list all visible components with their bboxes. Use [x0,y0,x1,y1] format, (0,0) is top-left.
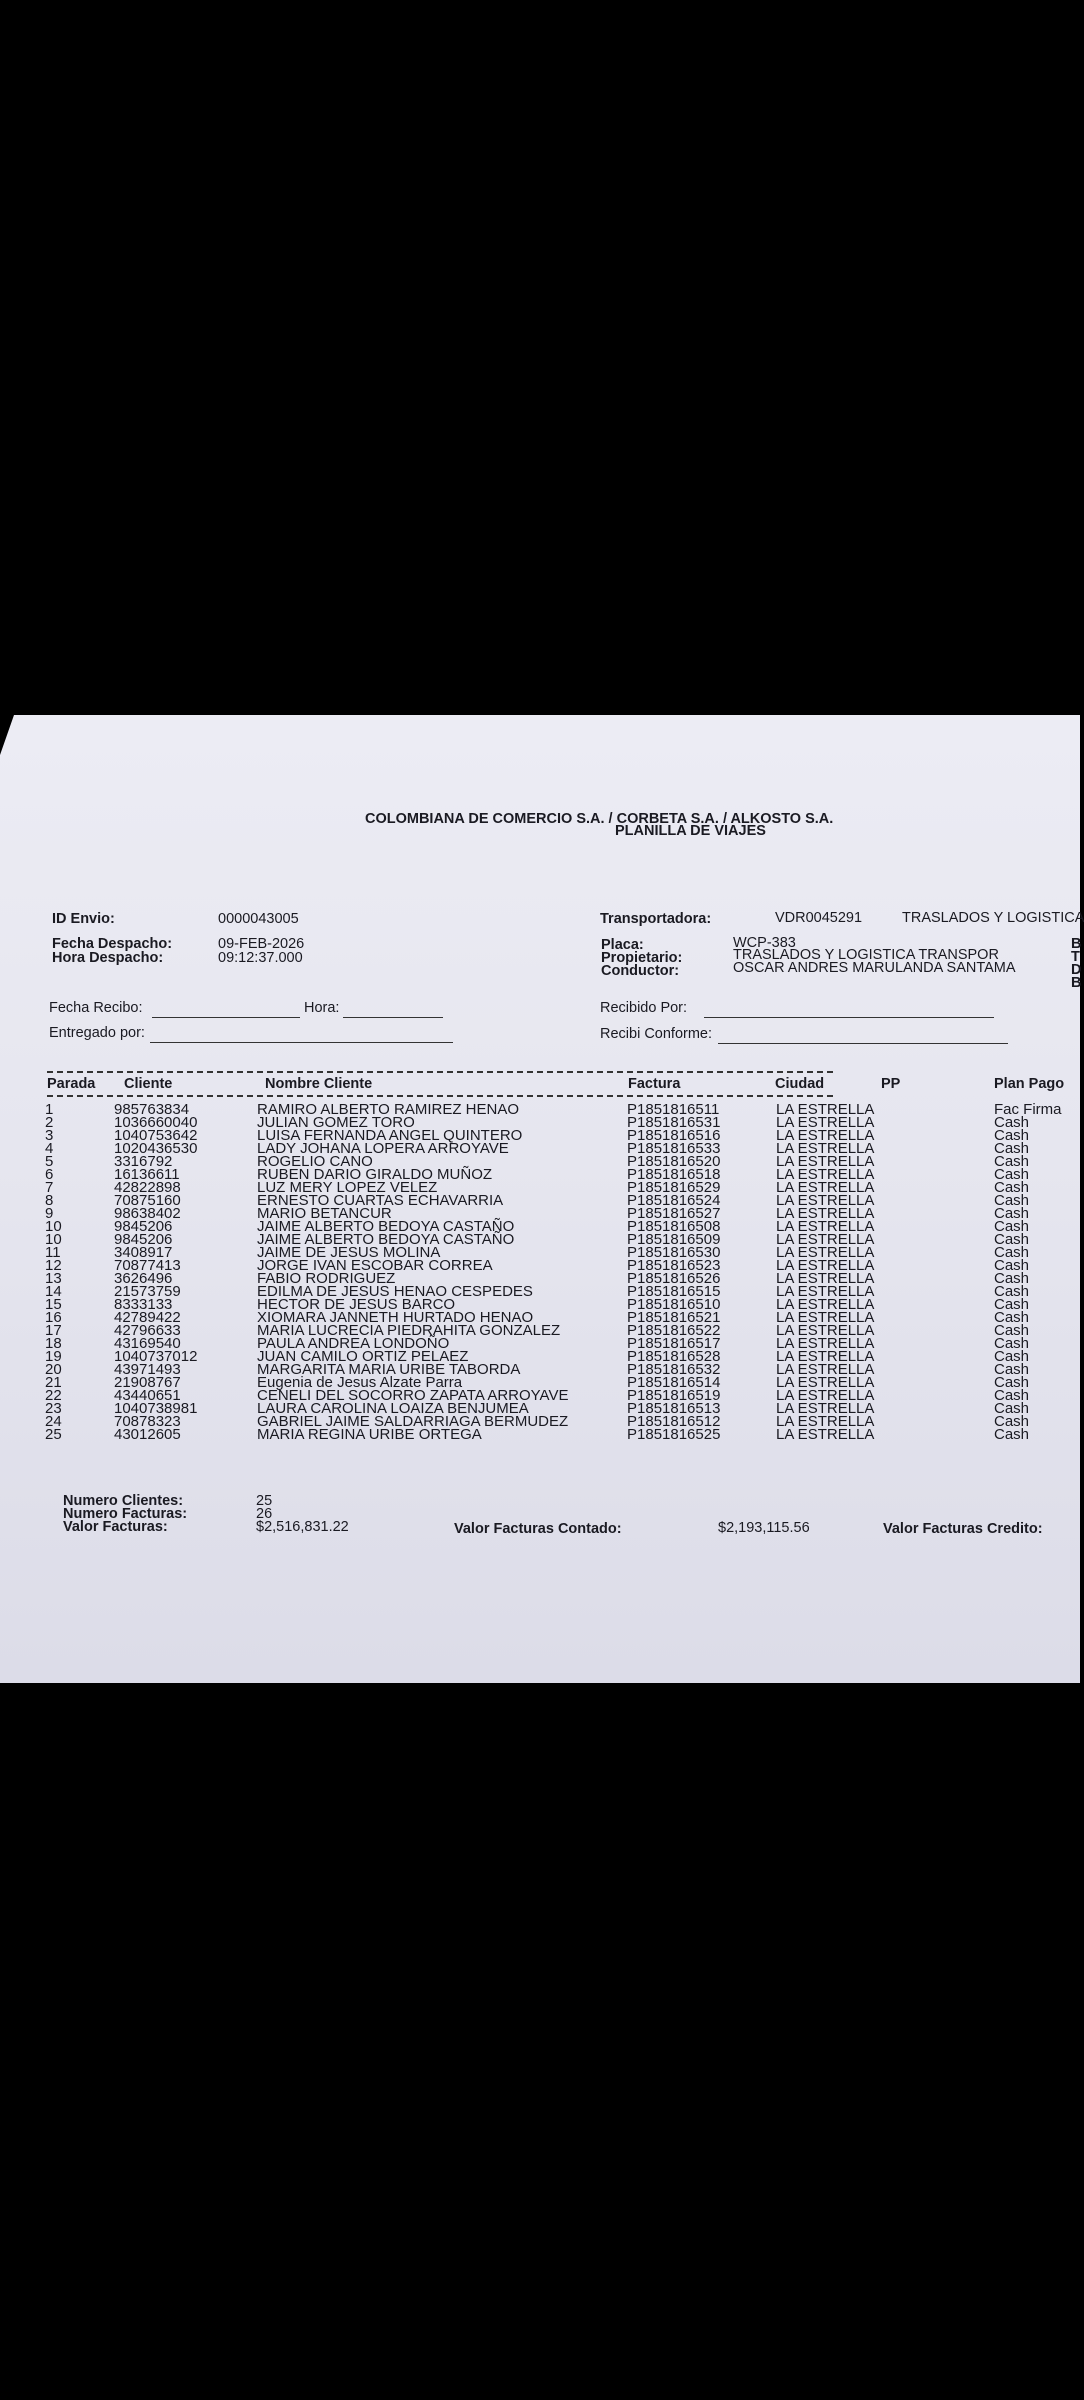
row-cliente: 8333133 [114,1296,173,1313]
row-ciudad: LA ESTRELLA [776,1244,875,1261]
row-ciudad: LA ESTRELLA [776,1322,875,1339]
column-ciudad [776,1103,886,1441]
row-nombre-cliente: MARIO BETANCUR [257,1205,392,1222]
row-plan-pago: Cash [994,1205,1030,1222]
row-plan-pago: Cash [994,1413,1030,1430]
row-ciudad: LA ESTRELLA [776,1114,875,1131]
row-factura: P1851816516 [627,1127,721,1144]
row-plan-pago: Cash [994,1114,1030,1131]
id-envio-value: 0000043005 [218,911,299,927]
row-factura: P1851816518 [627,1166,721,1183]
row-cliente: 21908767 [114,1374,181,1391]
col-header-factura: Factura [628,1076,681,1092]
document-subtitle: PLANILLA DE VIAJES [615,823,766,839]
row-parada: 6 [45,1166,54,1183]
row-parada: 16 [45,1309,62,1326]
col-header-parada: Parada [47,1076,96,1092]
hora-line [343,1017,443,1018]
row-factura: P1851816532 [627,1361,721,1378]
row-plan-pago: Cash [994,1218,1030,1235]
row-parada: 24 [45,1413,62,1430]
column-plan-pago [994,1103,1074,1441]
row-parada: 10 [45,1231,62,1248]
fecha-recibo-line [152,1017,300,1018]
row-nombre-cliente: Eugenia de Jesus Alzate Parra [257,1374,463,1391]
row-nombre-cliente: LUZ MERY LOPEZ VELEZ [257,1179,438,1196]
valor-contado-label: Valor Facturas Contado: [454,1521,622,1537]
fecha-despacho-value: 09-FEB-2026 [218,936,305,952]
row-plan-pago: Cash [994,1140,1030,1157]
row-cliente: 16136611 [114,1166,180,1183]
row-ciudad: LA ESTRELLA [776,1270,875,1287]
row-cliente: 1020436530 [114,1140,198,1157]
row-factura: P1851816520 [627,1153,721,1170]
edge-letter-3: D [1071,962,1082,978]
row-nombre-cliente: JUAN CAMILO ORTIZ PELAEZ [257,1348,469,1365]
row-nombre-cliente: JORGE IVAN ESCOBAR CORREA [257,1257,493,1274]
row-nombre-cliente: JAIME DE JESUS MOLINA [257,1244,441,1261]
row-nombre-cliente: EDILMA DE JESUS HENAO CESPEDES [257,1283,533,1300]
hora-despacho-label: Hora Despacho: [52,950,164,966]
table-top-rule [47,1071,833,1073]
col-header-pp: PP [881,1076,901,1092]
hora-label: Hora: [304,1000,340,1016]
row-cliente: 98638402 [114,1205,181,1222]
propietario-label: Propietario: [601,950,683,966]
row-cliente: 9845206 [114,1218,173,1235]
row-parada: 1 [45,1101,54,1118]
row-parada: 13 [45,1270,62,1287]
conductor-label: Conductor: [601,963,680,979]
row-ciudad: LA ESTRELLA [776,1283,875,1300]
row-factura: P1851816525 [627,1426,721,1443]
row-nombre-cliente: MARGARITA MARIA URIBE TABORDA [257,1361,521,1378]
row-ciudad: LA ESTRELLA [776,1153,875,1170]
row-factura: P1851816530 [627,1244,721,1261]
row-factura: P1851816519 [627,1387,721,1404]
row-nombre-cliente: MARIA LUCRECIA PIEDRAHITA GONZALEZ [257,1322,561,1339]
row-nombre-cliente: JAIME ALBERTO BEDOYA CASTAÑO [257,1218,515,1235]
row-ciudad: LA ESTRELLA [776,1309,875,1326]
numero-facturas-value: 26 [256,1506,273,1522]
placa-label: Placa: [601,937,644,953]
row-nombre-cliente: RUBEN DARIO GIRALDO MUÑOZ [257,1166,493,1183]
row-nombre-cliente: ERNESTO CUARTAS ECHAVARRIA [257,1192,504,1209]
row-plan-pago: Cash [994,1374,1030,1391]
row-parada: 14 [45,1283,62,1300]
row-cliente: 985763834 [114,1101,190,1118]
row-plan-pago: Cash [994,1270,1030,1287]
row-parada: 25 [45,1426,62,1443]
row-parada: 8 [45,1192,54,1209]
row-nombre-cliente: GABRIEL JAIME SALDARRIAGA BERMUDEZ [257,1413,569,1430]
transportadora-label: Transportadora: [600,911,712,927]
document-title: COLOMBIANA DE COMERCIO S.A. / CORBETA S.A. / ALKOSTO S.A. [365,811,834,827]
row-factura: P1851816533 [627,1140,721,1157]
row-ciudad: LA ESTRELLA [776,1218,875,1235]
row-ciudad: LA ESTRELLA [776,1374,875,1391]
col-header-cliente: Cliente [124,1076,173,1092]
row-ciudad: LA ESTRELLA [776,1140,875,1157]
conductor-value: OSCAR ANDRES MARULANDA SANTAMA [733,960,1016,976]
row-plan-pago: Cash [994,1309,1030,1326]
id-envio-label: ID Envio: [52,911,115,927]
row-plan-pago: Cash [994,1283,1030,1300]
row-nombre-cliente: XIOMARA JANNETH HURTADO HENAO [257,1309,534,1326]
document-page [0,715,1084,1683]
row-nombre-cliente: FABIO RODRIGUEZ [257,1270,396,1287]
row-cliente: 43971493 [114,1361,181,1378]
row-cliente: 9845206 [114,1231,173,1248]
row-ciudad: LA ESTRELLA [776,1101,875,1118]
transportadora-code: VDR0045291 [775,910,863,926]
row-factura: P1851816508 [627,1218,721,1235]
row-parada: 22 [45,1387,62,1404]
row-cliente: 42789422 [114,1309,181,1326]
row-plan-pago: Cash [994,1257,1030,1274]
row-cliente: 70878323 [114,1413,181,1430]
numero-clientes-label: Numero Clientes: [63,1493,184,1509]
col-header-plan-pago: Plan Pago [994,1076,1065,1092]
column-nombre-cliente [257,1103,617,1441]
entregado-por-label: Entregado por: [49,1025,145,1041]
row-plan-pago: Cash [994,1322,1030,1339]
row-factura: P1851816523 [627,1257,721,1274]
recibido-por-label: Recibido Por: [600,1000,688,1016]
row-cliente: 43012605 [114,1426,181,1443]
row-ciudad: LA ESTRELLA [776,1335,875,1352]
row-factura: P1851816522 [627,1322,721,1339]
propietario-value: TRASLADOS Y LOGISTICA TRANSPOR [733,947,999,963]
column-parada [45,1103,75,1441]
row-parada: 12 [45,1257,62,1274]
fecha-despacho-label: Fecha Despacho: [52,936,173,952]
numero-facturas-label: Numero Facturas: [63,1506,188,1522]
row-plan-pago: Cash [994,1426,1030,1443]
row-parada: 11 [45,1244,61,1261]
column-factura [627,1103,767,1441]
row-cliente: 1040753642 [114,1127,198,1144]
row-factura: P1851816524 [627,1192,721,1209]
row-ciudad: LA ESTRELLA [776,1413,875,1430]
entregado-por-line [150,1042,453,1043]
row-ciudad: LA ESTRELLA [776,1296,875,1313]
row-parada: 5 [45,1153,54,1170]
col-header-nombre: Nombre Cliente [265,1076,373,1092]
edge-letter-1: B [1071,936,1082,952]
row-factura: P1851816512 [627,1413,721,1430]
row-cliente: 3626496 [114,1270,173,1287]
row-plan-pago: Cash [994,1400,1030,1417]
hora-despacho-value: 09:12:37.000 [218,950,303,966]
column-cliente [114,1103,234,1441]
row-cliente: 1040737012 [114,1348,198,1365]
row-cliente: 1036660040 [114,1114,198,1131]
row-ciudad: LA ESTRELLA [776,1192,875,1209]
row-plan-pago: Cash [994,1387,1030,1404]
row-cliente: 42822898 [114,1179,181,1196]
row-parada: 2 [45,1114,54,1131]
row-nombre-cliente: ROGELIO CANO [257,1153,373,1170]
row-ciudad: LA ESTRELLA [776,1179,875,1196]
row-factura: P1851816527 [627,1205,721,1222]
row-parada: 10 [45,1218,62,1235]
row-parada: 4 [45,1140,54,1157]
row-ciudad: LA ESTRELLA [776,1257,875,1274]
row-ciudad: LA ESTRELLA [776,1426,875,1443]
row-ciudad: LA ESTRELLA [776,1166,875,1183]
row-cliente: 43440651 [114,1387,181,1404]
valor-facturas-value: $2,516,831.22 [256,1519,349,1535]
row-factura: P1851816515 [627,1283,721,1300]
row-plan-pago: Cash [994,1153,1030,1170]
row-plan-pago: Cash [994,1335,1030,1352]
row-ciudad: LA ESTRELLA [776,1400,875,1417]
placa-value: WCP-383 [733,935,796,951]
row-plan-pago: Cash [994,1179,1030,1196]
row-factura: P1851816528 [627,1348,721,1365]
numero-clientes-value: 25 [256,1493,273,1509]
row-cliente: 70877413 [114,1257,181,1274]
row-plan-pago: Fac Firma [994,1101,1062,1118]
row-nombre-cliente: LADY JOHANA LOPERA ARROYAVE [257,1140,509,1157]
row-parada: 15 [45,1296,62,1313]
row-factura: P1851816513 [627,1400,721,1417]
page-corner-fold [0,715,14,755]
valor-credito-label: Valor Facturas Credito: [883,1521,1043,1537]
row-cliente: 70875160 [114,1192,181,1209]
transportadora-name: TRASLADOS Y LOGISTICA [902,910,1084,926]
row-parada: 9 [45,1205,54,1222]
edge-letter-4: B [1071,975,1082,991]
recibi-conforme-line [718,1043,1008,1044]
row-plan-pago: Cash [994,1348,1030,1365]
row-factura: P1851816509 [627,1231,721,1248]
row-ciudad: LA ESTRELLA [776,1387,875,1404]
row-parada: 20 [45,1361,62,1378]
row-nombre-cliente: CENELI DEL SOCORRO ZAPATA ARROYAVE [257,1387,569,1404]
row-nombre-cliente: HECTOR DE JESUS BARCO [257,1296,456,1313]
row-ciudad: LA ESTRELLA [776,1348,875,1365]
row-cliente: 43169540 [114,1335,181,1352]
row-nombre-cliente: MARIA REGINA URIBE ORTEGA [257,1426,482,1443]
row-cliente: 1040738981 [114,1400,198,1417]
row-parada: 19 [45,1348,62,1365]
table-header-rule [47,1095,833,1097]
row-cliente: 3408917 [114,1244,173,1261]
row-factura: P1851816517 [627,1335,721,1352]
valor-facturas-label: Valor Facturas: [63,1519,168,1535]
row-parada: 7 [45,1179,54,1196]
row-factura: P1851816514 [627,1374,721,1391]
row-nombre-cliente: PAULA ANDREA LONDOÑO [257,1335,450,1352]
row-nombre-cliente: JULIAN GOMEZ TORO [257,1114,415,1131]
row-cliente: 42796633 [114,1322,181,1339]
row-factura: P1851816526 [627,1270,721,1287]
valor-contado-value: $2,193,115.56 [718,1520,810,1536]
row-parada: 17 [45,1322,62,1339]
row-plan-pago: Cash [994,1127,1030,1144]
row-plan-pago: Cash [994,1166,1030,1183]
row-factura: P1851816510 [627,1296,721,1313]
row-nombre-cliente: LAURA CAROLINA LOAIZA BENJUMEA [257,1400,529,1417]
recibido-por-line [704,1017,994,1018]
row-parada: 23 [45,1400,62,1417]
col-header-ciudad: Ciudad [775,1076,825,1092]
row-cliente: 3316792 [114,1153,173,1170]
edge-letter-2: T [1071,949,1080,965]
row-nombre-cliente: JAIME ALBERTO BEDOYA CASTAÑO [257,1231,515,1248]
row-ciudad: LA ESTRELLA [776,1205,875,1222]
row-plan-pago: Cash [994,1244,1030,1261]
row-plan-pago: Cash [994,1361,1030,1378]
row-parada: 3 [45,1127,54,1144]
row-parada: 21 [45,1374,62,1391]
row-plan-pago: Cash [994,1296,1030,1313]
recibi-conforme-label: Recibi Conforme: [600,1026,713,1042]
row-ciudad: LA ESTRELLA [776,1127,875,1144]
row-factura: P1851816531 [627,1114,721,1131]
row-nombre-cliente: LUISA FERNANDA ANGEL QUINTERO [257,1127,523,1144]
row-parada: 18 [45,1335,62,1352]
row-factura: P1851816511 [627,1101,720,1118]
row-plan-pago: Cash [994,1192,1030,1209]
row-nombre-cliente: RAMIRO ALBERTO RAMIREZ HENAO [257,1101,519,1118]
row-cliente: 21573759 [114,1283,181,1300]
row-factura: P1851816521 [627,1309,721,1326]
row-ciudad: LA ESTRELLA [776,1361,875,1378]
row-plan-pago: Cash [994,1231,1030,1248]
fecha-recibo-label: Fecha Recibo: [49,1000,143,1016]
row-ciudad: LA ESTRELLA [776,1231,875,1248]
row-factura: P1851816529 [627,1179,721,1196]
